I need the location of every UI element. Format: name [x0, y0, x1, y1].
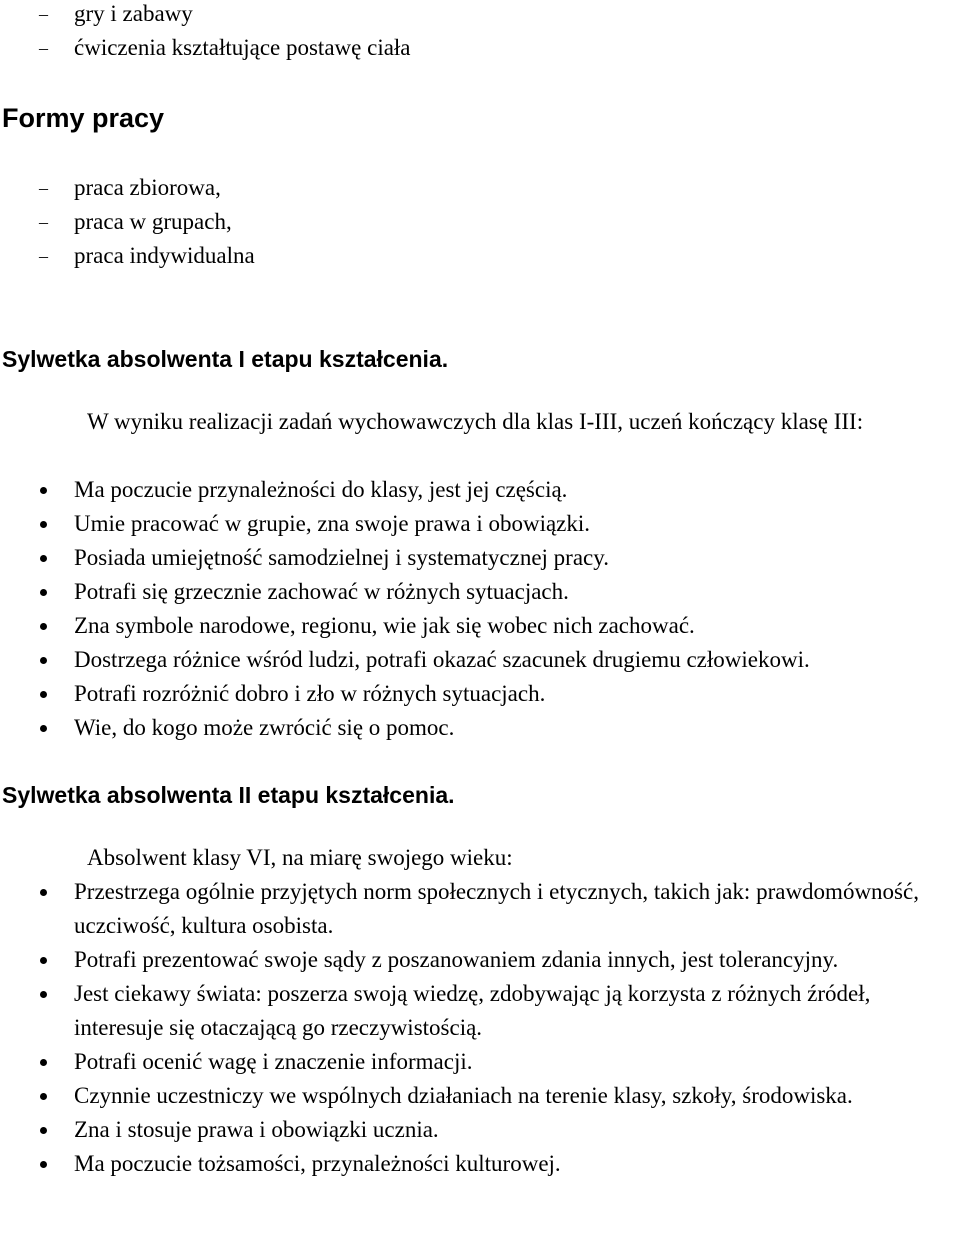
- list-item: Zna i stosuje prawa i obowiązki ucznia.: [0, 1113, 958, 1147]
- list-item: Zna symbole narodowe, regionu, wie jak się wobec nich zachować.: [0, 609, 880, 643]
- list-item: – praca w grupach,: [0, 205, 960, 239]
- dash-marker: –: [39, 4, 48, 24]
- bullet-icon: [40, 487, 47, 494]
- list-item: Wie, do kogo może zwrócić się o pomoc.: [0, 711, 880, 745]
- etap1-heading: Sylwetka absolwenta I etapu kształcenia.: [2, 346, 449, 372]
- dash-marker: –: [39, 38, 48, 58]
- bullet-icon: [40, 725, 47, 732]
- list-item: Umie pracować w grupie, zna swoje prawa i obowiązki.: [0, 507, 880, 541]
- list-item: – praca indywidualna: [0, 239, 960, 273]
- formy-pracy-heading: Formy pracy: [2, 103, 165, 133]
- bullet-icon: [40, 1059, 47, 1066]
- etap1-list: [0, 473, 880, 745]
- list-item: – gry i zabawy: [0, 0, 960, 31]
- bullet-icon: [40, 623, 47, 630]
- etap2-heading: Sylwetka absolwenta II etapu kształcenia.: [2, 782, 455, 808]
- bullet-icon: [40, 589, 47, 596]
- bullet-icon: [40, 957, 47, 964]
- list-item: Potrafi się grzecznie zachować w różnych sytuacjach.: [0, 575, 880, 609]
- bullet-icon: [40, 1093, 47, 1100]
- list-item: Ma poczucie tożsamości, przynależności kulturowej.: [0, 1147, 958, 1181]
- etap2-intro: Absolwent klasy VI, na miarę swojego wieku:: [87, 845, 513, 870]
- bullet-icon: [40, 1127, 47, 1134]
- bullet-icon: [40, 521, 47, 528]
- list-item: Czynnie uczestniczy we wspólnych działaniach na terenie klasy, szkoły, środowiska.: [0, 1079, 958, 1113]
- bullet-icon: [40, 991, 47, 998]
- bullet-icon: [40, 657, 47, 664]
- list-item: – ćwiczenia kształtujące postawę ciała: [0, 31, 960, 65]
- list-item: Ma poczucie przynależności do klasy, jest jej częścią.: [0, 473, 880, 507]
- bullet-icon: [40, 1161, 47, 1168]
- list-item: Przestrzega ogólnie przyjętych norm społecznych i etycznych, takich jak: prawdomówność, uczciwość, kultura osobista.: [0, 875, 958, 943]
- list-item: Potrafi rozróżnić dobro i zło w różnych sytuacjach.: [0, 677, 880, 711]
- bullet-icon: [40, 889, 47, 896]
- formy-pracy-list: [0, 171, 960, 273]
- etap1-intro: W wyniku realizacji zadań wychowawczych dla klas I-III, uczeń kończący klasę III:: [87, 409, 864, 434]
- list-item: Potrafi ocenić wagę i znaczenie informacji.: [0, 1045, 958, 1079]
- bullet-icon: [40, 555, 47, 562]
- list-item: Potrafi prezentować swoje sądy z poszanowaniem zdania innych, jest tolerancyjny.: [0, 943, 958, 977]
- list-item: – praca zbiorowa,: [0, 171, 960, 205]
- list-item: Posiada umiejętność samodzielnej i systematycznej pracy.: [0, 541, 880, 575]
- bullet-icon: [40, 691, 47, 698]
- list-item: Dostrzega różnice wśród ludzi, potrafi okazać szacunek drugiemu człowiekowi.: [0, 643, 880, 677]
- dash-marker: –: [39, 178, 48, 198]
- activity-list: [0, 0, 960, 65]
- list-item: Jest ciekawy świata: poszerza swoją wiedzę, zdobywając ją korzysta z różnych źródeł, interesuje się otaczającą go rzeczywistością.: [0, 977, 958, 1045]
- etap2-list: [0, 875, 958, 1181]
- dash-marker: –: [39, 246, 48, 266]
- dash-marker: –: [39, 212, 48, 232]
